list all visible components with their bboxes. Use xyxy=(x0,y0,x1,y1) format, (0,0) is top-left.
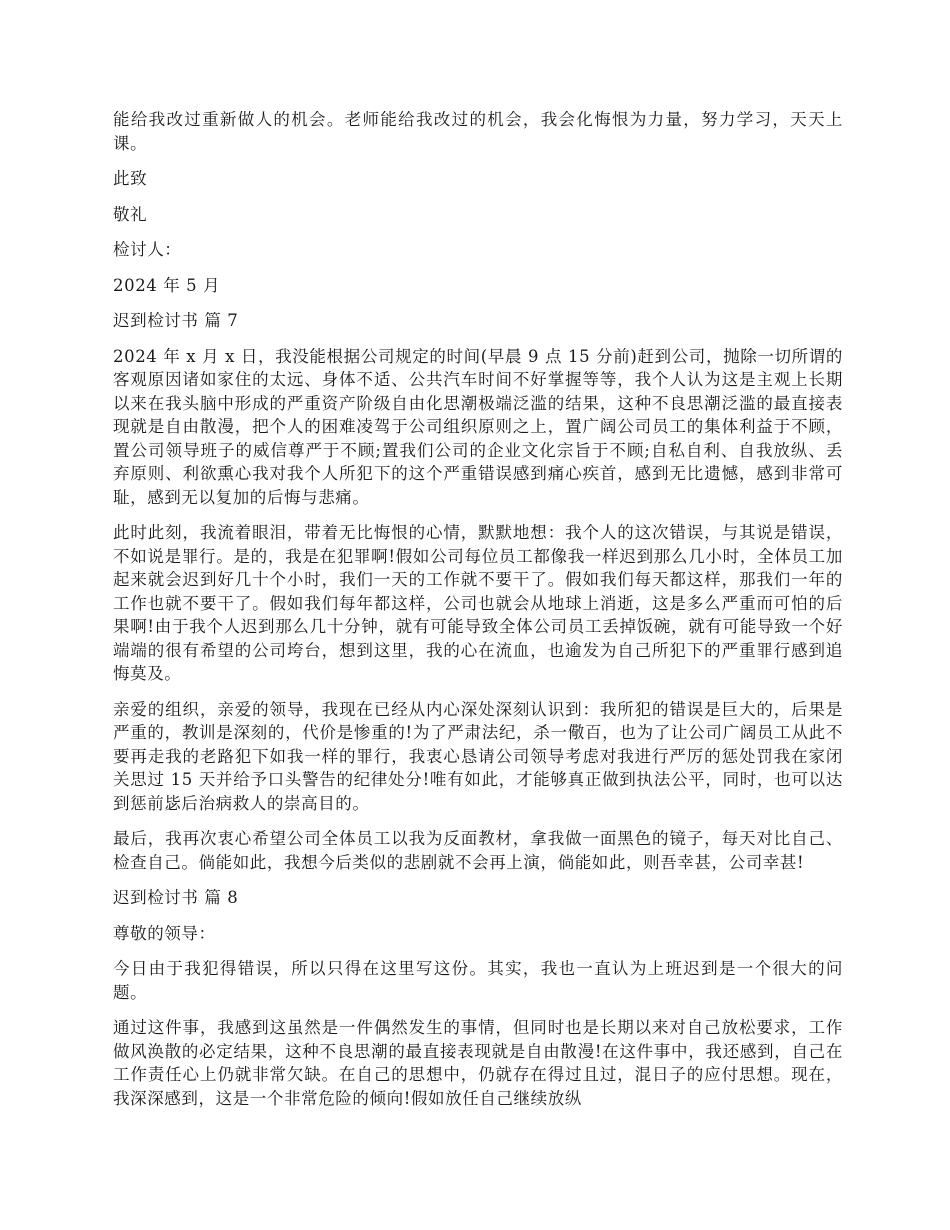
section-heading-7: 迟到检讨书 篇 7 xyxy=(113,311,239,330)
paragraph-7-1: 2024 年 x 月 x 日，我没能根据公司规定的时间(早晨 9 点 15 分前)赶到公司，抛除一切所谓的客观原因诸如家住的太远、身体不适、公共汽车时间不好掌握等等，我个人认为这是主观上长期以来在我头脑中形成的严重资产阶级自由化思潮极端泛滥的结果，这种不良思潮泛滥的最直接表现就是自由散漫，把个人的困难凌驾于公司组织原则之上，置广阔公司员工的集体利益于不顾，置公司领导班子的威信尊严于不顾;置我们公司的企业文化宗旨于不顾;自私自利、自我放纵、丢弃原则、利欲熏心我对我个人所犯下的这个严重错误感到痛心疾首，感到无比遗憾，感到非常可耻，感到无以复加的后悔与悲痛。 xyxy=(113,346,843,507)
section-heading-8: 迟到检讨书 篇 8 xyxy=(113,888,239,907)
paragraph-8-1: 今日由于我犯得错误，所以只得在这里写这份。其实，我也一直认为上班迟到是一个很大的问题。 xyxy=(113,959,843,1002)
paragraph-7-4: 最后，我再次衷心希望公司全体员工以我为反面教材，拿我做一面黑色的镜子，每天对比自己、检查自己。倘能如此，我想今后类似的悲剧就不会再上演，倘能如此，则吾幸甚，公司幸甚! xyxy=(113,829,843,872)
date-line: 2024 年 5 月 xyxy=(113,275,221,295)
signature-label: 检讨人： xyxy=(113,240,182,259)
greeting-line: 尊敬的领导： xyxy=(113,923,216,943)
paragraph-8-2: 通过这件事，我感到这虽然是一件偶然发生的事情，但同时也是长期以来对自己放松要求，工作做风涣散的必定结果，这种不良思潮的最直接表现就是自由散漫!在这件事中，我还感到，自己在工作责任心上仍就非常欠缺。在自己的思想中，仍就存在得过且过，混日子的应付思想。现在，我深深感到，这是一个非常危险的倾向!假如放任自己继续放纵 xyxy=(113,1018,843,1108)
paragraph-7-3: 亲爱的组织，亲爱的领导，我现在已经从内心深处深刻认识到：我所犯的错误是巨大的，后果是严重的，教训是深刻的，代价是惨重的!为了严肃法纪，杀一儆百，也为了让公司广阔员工从此不要再走我的老路犯下如我一样的罪行，我衷心恳请公司领导考虑对我进行严厉的惩处罚我在家闭关思过 15 天并给予口头警告的纪律处分!唯有如此，才能够真正做到执法公平，同时，也可以达到惩前毖后治病救人的崇高目的。 xyxy=(113,699,843,813)
document-body xyxy=(113,108,843,1122)
salutation-jingli: 敬礼 xyxy=(113,204,148,224)
salutation-cizhi: 此致 xyxy=(113,169,148,188)
paragraph-7-2: 此时此刻，我流着眼泪，带着无比悔恨的心情，默默地想：我个人的这次错误，与其说是错误，不如说是罪行。是的，我是在犯罪啊!假如公司每位员工都像我一样迟到那么几小时，全体员工加起来就会迟到好几十个小时，我们一天的工作就不要干了。假如我们每天都这样，那我们一年的工作也就不要干了。假如我们每年都这样，公司也就会从地球上消逝，这是多么严重而可怕的后果啊!由于我个人迟到那么几十分钟，就有可能导致全体公司员工丢掉饭碗，就有可能导致一个好端端的很有希望的公司垮台，想到这里，我的心在流血，也逾发为自己所犯下的严重罪行感到追悔莫及。 xyxy=(113,523,843,683)
paragraph-apology-closing: 能给我改过重新做人的机会。老师能给我改过的机会，我会化悔恨为力量，努力学习，天天上课。 xyxy=(113,110,843,153)
